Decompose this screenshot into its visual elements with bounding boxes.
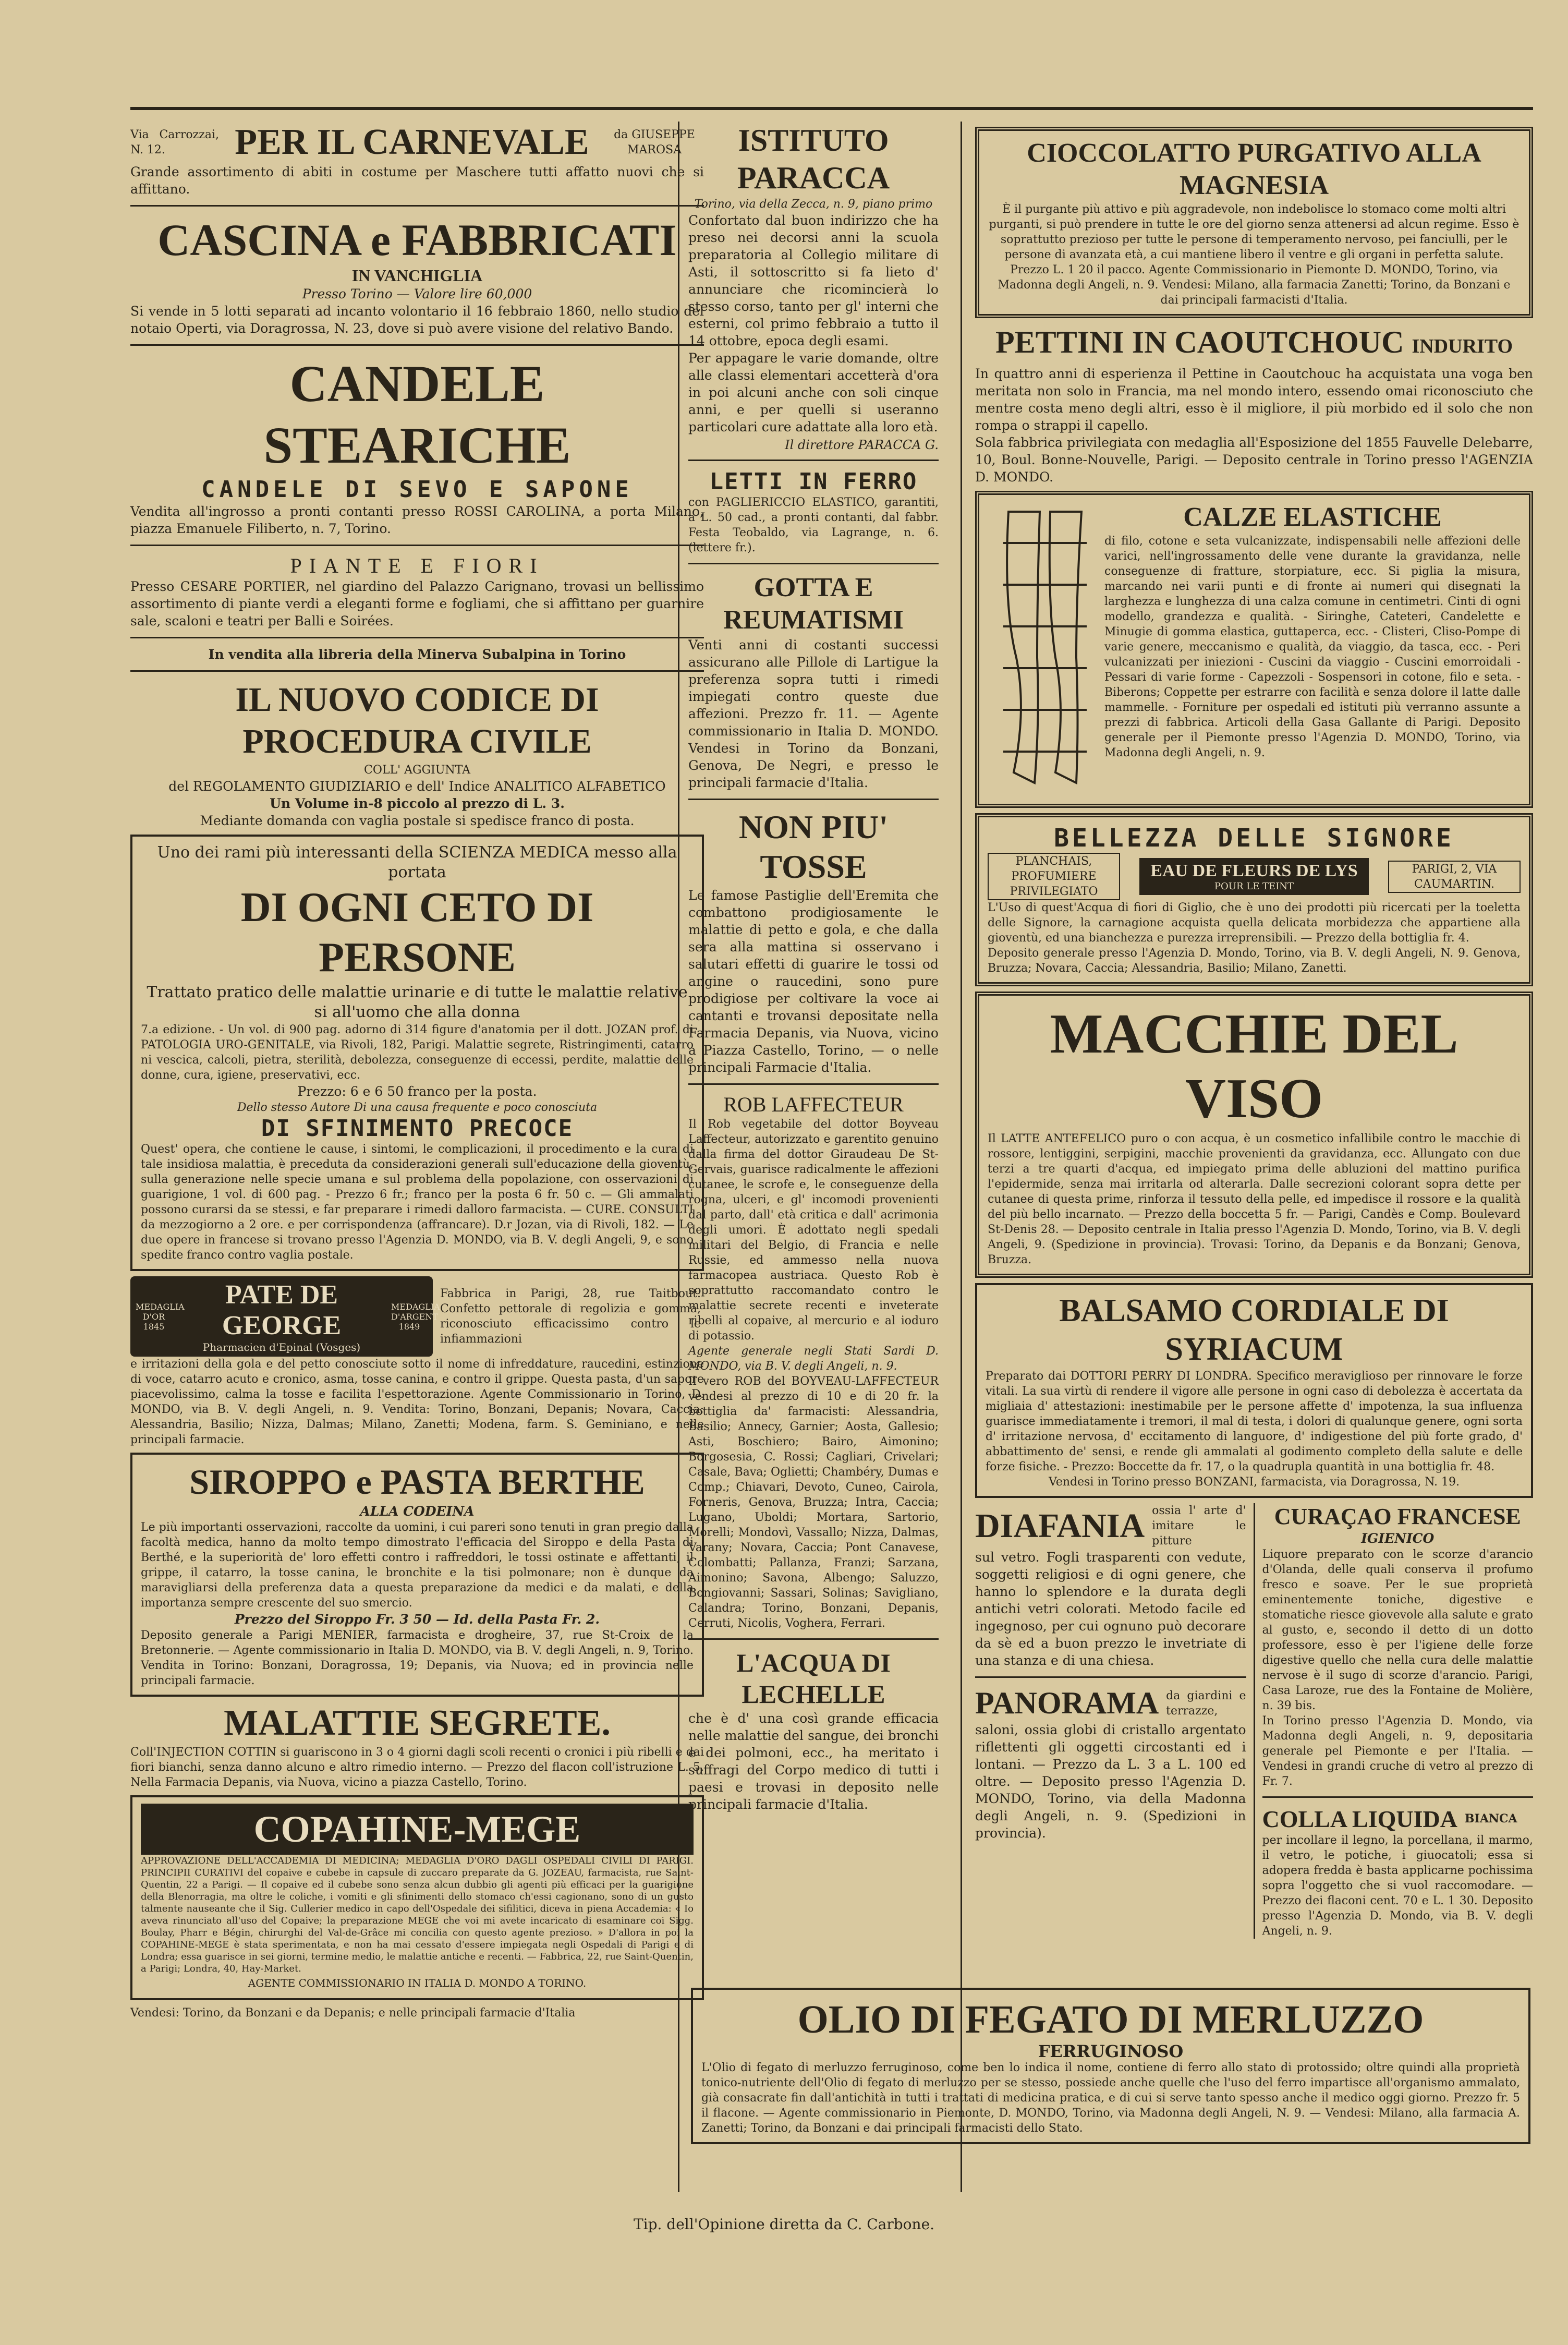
bellezza-title: BELLEZZA DELLE SIGNORE (1054, 824, 1454, 853)
panorama-title: PANORAMA (975, 1686, 1159, 1720)
separator (130, 545, 704, 546)
carnevale-address: Via Carrozzai, N. 12. (130, 128, 219, 156)
codice-body-2: Un Volume in-8 piccolo al prezzo di L. 3. (270, 796, 565, 811)
stocking-legs-icon (988, 501, 1097, 793)
candele-subtitle: CANDELE DI SEVO E SAPONE (201, 476, 633, 503)
pate-address: Fabbrica in Parigi, 28, rue Taitbout. Confetto pettorale di regolizia e gomma, riconosciuto efficacissimo contro le infiammazioni (440, 1287, 701, 1346)
rob-agent: Agente generale negli Stati Sardi D. MONDO, via B. V. degli Angeli, n. 9. (688, 1345, 939, 1373)
candele-title: CANDELE STEARICHE (263, 355, 571, 474)
bellezza-maker: PLANCHAIS, PROFUMIERE PRIVILEGIATO (988, 853, 1120, 900)
curacao-body-2: In Torino presso l'Agenzia D. Mondo, via Madonna degli Angeli, n. 9, depositaria generale pel Piemonte e per l'Italia. — Vendesi in grandi cruche di vetro al prezzo di Fr. 7. (1262, 1714, 1533, 1788)
codice-body-3: Mediante domanda con vaglia postale si spedisce franco di posta. (200, 813, 635, 828)
curacao-title: CURAÇAO FRANCESE (1274, 1504, 1521, 1529)
balsamo-body: Preparato dai DOTTORI PERRY DI LONDRA. Specifico meraviglioso per rinnovare le forze vitali. La sua virtù di rendere il vigore alle persone in ogni caso di debolezza è accertata da migliaia d' attestazioni: inestimabile per le persone affette d' impotenza, la sua influenza guarisce immediatamente i tremori, il mal di testa, i dolori di qualunque genere, ogni sorta d' irritazione nervosa, d' eccitamento di languore, d' indigestione del più forte grado, d' abbattimento de' sensi, e rende gli ammalati al godimento completo della salute e delle forze fisiche. - Prezzo: Boccette da fr. 17, o la quadrupla quantità in una bottiglia fr. 48. (986, 1370, 1523, 1473)
ad-codice (130, 646, 704, 829)
column-3 (975, 122, 1533, 1939)
ad-curacao (1262, 1503, 1534, 1789)
medal-icon: MEDAGLIA D'OR 1845 (136, 1301, 185, 1332)
bellezza-product-sub: POUR LE TEINT (1214, 881, 1294, 892)
ad-letti (688, 468, 939, 555)
ad-malattie-segrete (130, 1702, 704, 1790)
codice-title: IL NUOVO CODICE DI PROCEDURA CIVILE (235, 681, 599, 760)
ad-pate-george (130, 1276, 704, 1447)
tosse-title: NON PIU' TOSSE (738, 808, 889, 885)
cioccolato-title: CIOCCOLATTO PURGATIVO ALLA MAGNESIA (1027, 138, 1481, 200)
column-2 (688, 122, 939, 1813)
ad-macchie (975, 992, 1533, 1278)
malattie-title: MALATTIE SEGRETE. (224, 1703, 611, 1743)
ads-right-subcolumn (1254, 1503, 1534, 1939)
ad-scienza-medica (130, 835, 704, 1271)
scienza-price: Prezzo: 6 e 6 50 franco per la posta. (297, 1084, 537, 1099)
ad-pettini (975, 323, 1533, 486)
separator (130, 637, 704, 638)
malattie-body: Coll'INJECTION COTTIN si guariscono in 3 o 4 giorni dagli scoli recenti o cronici i più ribelli e dai fiori bianchi, senza danno alcuno e altro rimedio interno. — Prezzo del flacon coll'istruzione L. 5. Nella Farmacia Depanis, via Nuova, vicino a piazza Castello, Torino. (130, 1746, 704, 1789)
rob-vendors: Il vero ROB del BOYVEAU-LAFFECTEUR vendesi al prezzo di 10 e di 20 fr. la bottiglia da' farmacisti: Alessandria, Basilio; Annecy, Garnier; Aosta, Gallesio; Asti, Boschiero; Bairo, Aimonino; Borgosesia, C. Rossi; Cagliari, Crivelari; Casale, Bava; Oglietti; Chambéry, Dumas e Comp.; Chiavari, Devoto, Cuneo, Cairola, Forneris, Genova, Bruzza; Intra, Caccia; Lugano, Uboldi; Mortara, Sartorio, Morelli; Mondovì, Vassallo; Nizza, Dalmas, Varany; Novara, Caccia; Pont Canavese, Colombatti; Pallanza, Franzi; Sarzana, Aimonino; Savona, Albengo; Saluzzo, Bongiovanni; Sassari, Solinas; Savigliano, Calandra; Torino, Bonzani, Depanis, Cerruti, Nicolis, Voghera, Ferrari. (688, 1375, 939, 1630)
acqua-body: che è d' una così grande efficacia nelle malattie del sangue, dei bronchi e dei polmoni, ecc., ha meritato i suffragi del Corpo medico di tutti i paesi e trovasi in deposito nelle principali farmacie d'Italia. (688, 1711, 939, 1812)
diafania-subtitle: ossia l' arte d' imitare le pitture (1152, 1504, 1246, 1548)
colla-subtitle: BIANCA (1464, 1812, 1517, 1826)
ad-piante (130, 553, 704, 630)
piante-body: Presso CESARE PORTIER, nel giardino del Palazzo Carignano, trovasi un bellissimo assortimento di piante verdi a eleganti forme e fogliami, che si affittano per guarnire sale, scaloni e teatri per Balli e Soirées. (130, 579, 704, 628)
ad-cascina (130, 214, 704, 337)
istituto-body: Confortato dal buon indirizzo che ha preso nei decorsi anni la scuola preparatoria al Collegio militare di Asti, il sottoscritto si fa lieto d' annunciare che ricomincierà lo stesso corso, tanto per gl' interni che esterni, col primo febbraio a tutto il 14 ottobre, epoca degli esami. (688, 213, 939, 348)
colla-title: COLLA LIQUIDA (1262, 1806, 1457, 1832)
piante-title: PIANTE E FIORI (290, 554, 544, 577)
ad-diafania (975, 1503, 1246, 1669)
siroppo-price: Prezzo del Siroppo Fr. 3 50 — Id. della Pasta Fr. 2. (234, 1612, 600, 1627)
ad-bellezza (975, 813, 1533, 986)
scienza-body: 7.a edizione. - Un vol. di 900 pag. adorno di 314 figure d'anatomia per il dott. JOZAN prof. di PATOLOGIA URO-GENITALE, via Rivoli, 182, Parigi. Malattie segrete, Ristringimenti, catarro ni vescica, calcoli, pietra, sterilità, debolezza, conseguenze di eccessi, perdite, malattie delle donne, cura, igiene, preservativi, ecc. (141, 1023, 694, 1082)
scienza-intro: Uno dei rami più interessanti della SCIENZA MEDICA messo alla portata (157, 843, 677, 881)
ad-panorama (975, 1685, 1246, 1842)
tosse-body: Le famose Pastiglie dell'Eremita che combattono prodigiosamente le malattie di petto e gola, e che dalla sera alla mattina si osservano i salutari effetti di guarire le tossi od angine o raucedini, sono pure prodigiose per coltivare la voce ai cantanti e trovansi depositate nella Farmacia Depanis, via Nuova, vicino a Piazza Castello, Torino, — o nelle principali Farmacie d'Italia. (688, 888, 939, 1075)
scienza-body-2: Quest' opera, che contiene le cause, i sintomi, le complicazioni, il procedimento e la cura di tale insidiosa malattia, è preceduta da considerazioni generali sull'educazione della gioventù, sulla generazione nelle specie umana e sul problema della popolazione, con osservazioni di guarigione, 1 vol. di 600 pag. - Prezzo 6 fr.; franco per la posta 6 fr. 50 c. — Gli ammalati possono curarsi da se stessi, e far preparare i rimedi dalloro farmacista. — CURE. CONSULTI da mezzogiorno a 2 ore. e per corrispondenza (affrancare). D.r Jozan, via di Rivoli, 182. — Le due opere in francese si trovano presso l'Agenzia D. MONDO, via B. V. degli Angeli, 9, e sono spedite franco contro vaglia postale. (141, 1143, 694, 1262)
codice-body-1: del REGOLAMENTO GIUDIZIARIO e dell' Indice ANALITICO ALFABETICO (168, 779, 666, 794)
cascina-body: Si vende in 5 lotti separati ad incanto volontario il 16 febbraio 1860, nello studio del notaio Operti, via Doragrossa, N. 23, dove si può avere visione del relativo Bando. (130, 304, 704, 336)
bellezza-body: L'Uso di quest'Acqua di fiori di Giglio, che è uno dei prodotti più ricercati per la toeletta delle Signore, la carnagione acquista quella delicata morbidezza che appartiene alla gioventù, ed una bianchezza e purezza irreprensibili. — Prezzo della bottiglia fr. 4. (988, 901, 1521, 945)
bellezza-address: PARIGI, 2, VIA CAUMARTIN. (1388, 861, 1521, 893)
copahine-agent: AGENTE COMMISSIONARIO IN ITALIA D. MONDO A TORINO. (248, 1977, 587, 1989)
pettini-title: PETTINI IN CAOUTCHOUC (995, 325, 1404, 359)
diafania-body: sul vetro. Fogli trasparenti con vedute, soggetti religiosi e di ogni genere, che hanno lo splendore e la durata degli antichi vetri colorati. Metodo facile ed ingegnoso, per cui ognuno può decorare da sè ed a buon prezzo le invetriate di una stanza e di una chiesa. (975, 1550, 1246, 1668)
olio-subtitle: FERRUGINOSO (1038, 2041, 1184, 2061)
candele-body: Vendita all'ingrosso a pronti contanti presso ROSSI CAROLINA, a porta Milano, piazza Emanuele Filiberto, n. 7, Torino. (130, 504, 704, 536)
pettini-title-small: INDURITO (1412, 335, 1513, 357)
ad-acqua (688, 1647, 939, 1813)
letti-title: LETTI IN FERRO (709, 468, 918, 495)
macchie-title: MACCHIE DEL VISO (1050, 1003, 1458, 1130)
ad-olio (691, 1988, 1530, 2144)
separator (688, 1638, 939, 1640)
carnevale-owner: da GIUSEPPE MAROSA (614, 128, 695, 156)
separator (130, 670, 704, 672)
pate-body: e irritazioni della gola e del petto conosciute sotto il nome di infreddature, raucedini, estinzione di voce, catarro acuto e cronico, asma, tosse canina, e contro il grippe. Questa pasta, d'un sapore piacevolissimo, calma la tosse e facilita l'espettorazione. Agente Commissionario in Torino, D. MONDO, via B. V. degli Angeli, n. 9. Vendita: Torino, Bonzani, Depanis; Novara, Caccia; Alessandria, Basilio; Nizza, Dalmas; Milano, Zanetti; Modena, farm. S. Geminiano, e nelle principali farmacie. (130, 1358, 704, 1446)
balsamo-body-2: Vendesi in Torino presso BONZANI, farmacista, via Doragrossa, N. 19. (1048, 1476, 1460, 1489)
istituto-title: ISTITUTO PARACCA (737, 123, 890, 195)
column-rule (961, 122, 962, 2192)
diafania-title: DIAFANIA (975, 1506, 1145, 1545)
macchie-body: Il LATTE ANTEFELICO puro o con acqua, è un cosmetico infallibile contro le macchie di rossore, lentiggini, serpigini, macchie provenienti da gravidanza, ecc. Allungato con due terzi a tre quarti d'acqua, ed impiegato prima delle abluzioni del mattino purifica l'epidermide, senza mai irritarla od alterarla. Dalle secrezioni colorant sopra dette per cutanee di questa prime, rinforza il tessuto della pelle, ed impedisce il rossore e la qualità del più bello incarnato. — Prezzo della boccetta 5 fr. — Parigi, Candès e Comp. Boulevard St-Denis 28. — Deposito centrale in Italia presso l'Agenzia D. Mondo, Torino, via B. V. degli Angeli, 9. (Spedizione in provincia). Trovasi: Torino, da Depanis e da Bonzani; Genova, Bruzza. (988, 1132, 1521, 1266)
bellezza-body-2: Deposito generale presso l'Agenzia D. Mondo, Torino, via B. V. degli Angeli, N. 9. Genova, Bruzza; Novara, Caccia; Alessandria, Basilio; Milano, Zanetti. (988, 947, 1521, 975)
ad-rob (688, 1092, 939, 1631)
pettini-body-2: Sola fabbrica privilegiata con medaglia all'Esposizione del 1855 Fauvelle Delebarre, 10, Boul. Bonne-Nouvelle, Parigi. — Deposito centrale in Torino presso l'AGENZIA D. MONDO. (975, 435, 1533, 485)
curacao-subtitle: IGIENICO (1361, 1531, 1435, 1546)
separator (688, 799, 939, 800)
ad-siroppo-berthe (130, 1453, 704, 1697)
codice-subtitle: COLL' AGGIUNTA (363, 764, 470, 777)
medal-icon: MEDAGLIA D'ARGENT 1849 (391, 1301, 440, 1332)
separator (688, 460, 939, 461)
panorama-body: saloni, ossia globi di cristallo argentato riflettenti gli oggetti circostanti ed i lontani. — Prezzo da L. 3 a L. 100 ed oltre. — Deposito presso l'Agenzia D. MONDO, Torino, via della Madonna degli Angeli, n. 9. (Spedizioni in provincia). (975, 1722, 1246, 1841)
acqua-title: L'ACQUA DI LECHELLE (736, 1648, 891, 1709)
istituto-signature: Il direttore PARACCA G. (785, 438, 939, 452)
calze-body: di filo, cotone e seta vulcanizzate, indispensabili nelle affezioni delle varici, nell'ingrossamento delle vene durante la gravidanza, nelle conseguenze di fratture, storpiature, ecc. Si piglia la misura, marcando nei varii punti e di fronte ai numeri qui disegnati la larghezza e lunghezza di una calza comune in centimetri. Cinti di ogni modello, grandezza e qualità. - Siringhe, Cateteri, Candelette e Minugie di gomma elastica, guttaperca, ecc. - Clisteri, Cliso-Pompe di varie genere, meccanismo e qualità, da viaggio, da tasca, ecc. - Peri vulcanizzati per iniezioni - Cuscini da viaggio - Cuscini emorroidali - Pessari di varie forme - Capezzoli - Sospensori in cotone, filo e seta. - Biberons; Coppette per estrarre con facilità e senza dolore il latte dalle mammelle. - Forniture per ospedali ed istituti più verranno assunte a prezzi di fabbrica. Articoli della Gasa Gallante di Parigi. Deposito generale per il Piemonte presso l'Agenzia D. MONDO, Torino, via Madonna degli Angeli, n. 9. (1104, 535, 1521, 759)
cascina-title: CASCINA e FABBRICATI (157, 215, 677, 265)
copahine-body: APPROVAZIONE DELL'ACCADEMIA DI MEDICINA; MEDAGLIA D'ORO DAGLI OSPEDALI CIVILI DI PARIGI. PRINCIPII CURATIVI del copaive e cubebe in capsule di zuccaro preparate da G. JOZEAU, farmacista, rue Saint-Quentin, 22 a Parigi. — Il copaive ed il cubebe sono senza alcun dubbio gli agenti più efficaci per la guarigione della Blenorragia, ma oltre le coliche, i vomiti e gli sfinimenti dello stomaco ch'essi cagionano, sono di un gusto talmente nauseante che il Sig. Cullerier medico in capo dell'Ospedale dei sifilitici, diceva in piena Accademia: « Io aveva rinunciato all'uso del Copaive; la preparazione MEGE che voi mi avete incaricato di esaminare coi Sigg. Boulay, Pharr e Bégin, chirurghi del Val-de-Grâce mi concilia con questo agente prezioso. » D'allora in poi la COPAHINE-MEGE è stata sperimentata, e non ha mai cessato d'essere impiegata negli Ospedali di Parigi e di Londra; essa guarisce in sei giorni, termine medio, le malattie antiche e recenti. — Fabbrica, 22, rue Saint-Quentin, a Parigi; Londra, 40, Hay-Market. (141, 1855, 694, 1974)
ad-calze (975, 491, 1533, 808)
ad-copahine (130, 1795, 704, 2000)
ad-carnevale (130, 122, 704, 198)
separator (688, 1083, 939, 1085)
copahine-title: COPAHINE-MEGE (141, 1804, 694, 1855)
ads-left-subcolumn (975, 1503, 1246, 1842)
separator (975, 1676, 1246, 1678)
gotta-title: GOTTA E REUMATISMI (723, 573, 904, 635)
gotta-body: Venti anni di costanti successi assicurano alle Pillole di Lartigue la preferenza sopra tutti i rimedi impiegati contro queste due affezioni. Prezzo fr. 11. — Agente commissionario in Italia D. MONDO. Vendesi in Torino da Bonzani, Genova, De Negri, e presso le principali farmacie d'Italia. (688, 637, 939, 790)
printer-credit: Tip. dell'Opinione diretta da C. Carbone. (633, 2216, 935, 2233)
copahine-vendors: Vendesi: Torino, da Bonzani e da Depanis; e nelle principali farmacie d'Italia (130, 2006, 576, 2020)
siroppo-body-2: Deposito generale a Parigi MENIER, farmacista e drogheire, 37, rue St-Croix de la Bretonnerie. — Agente commissionario in Italia D. MONDO, via B. V. degli Angeli, n. 9, Torino. Vendita in Torino: Bonzani, Doragrossa, 19; Depanis, via Nuova; ed in provincia nelle principali farmacie. (141, 1629, 694, 1687)
cascina-subtitle: IN VANCHIGLIA (351, 266, 483, 285)
ad-candele (130, 353, 704, 537)
column-1 (130, 122, 704, 2021)
olio-title: OLIO DI FEGATO DI MERLUZZO (797, 1998, 1424, 2041)
bellezza-product: EAU DE FLEURS DE LYS (1150, 861, 1358, 880)
istituto-body-2: Per appagare le varie domande, oltre alle classi elementari accetterà d'ora in poi alcuni anche con soli cinque anni, e per quelli si useranno particolari cure adattate alla loro età. (688, 350, 939, 434)
calze-title: CALZE ELASTICHE (1183, 502, 1442, 532)
separator (130, 344, 704, 346)
separator (130, 205, 704, 207)
ad-istituto (688, 122, 939, 452)
curacao-body: Liquore preparato con le scorze d'arancio d'Olanda, delle quali conserva il profumo fresco e soave. Per le sue proprietà eminentemente toniche, digestive e stomatiche riesce giovevole alla salute e grato al gusto, e, secondo il detto di un dotto professore, esso è per l'igiene delle forze digestive quello che nella cura delle malattie nervose è il sugo di scorze d'arancio. Parigi, Casa Laroze, rue des la Fontaine de Molière, n. 39 bis. (1262, 1548, 1533, 1712)
pate-title: PATE DE GEORGE (222, 1280, 342, 1340)
istituto-address: Torino, via della Zecca, n. 9, piano primo (694, 198, 933, 211)
scienza-author: Dello stesso Autore Di una causa frequente e poco conosciuta (237, 1101, 598, 1114)
siroppo-title: SIROPPO e PASTA BERTHE (189, 1462, 645, 1502)
cioccolato-body: È il purgante più attivo e più aggradevole, non indebolisce lo stomaco come molti altri purganti, si può prendere in tutte le ore del giorno senza attenersi ad alcun regime. Esso è soprattutto prezioso per tutte le persone di temperamento nervoso, pei fanciulli, per le persone di avanzata età, a cui mantiene libero il ventre e gli organi in perfetta salute. Prezzo L. 1 20 il pacco. Agente Commissionario in Piemonte D. MONDO, Torino, via Madonna degli Angeli, n. 9. Vendesi: Milano, alla farmacia Zanetti; Torino, da Bonzani e dai principali farmacisti d'Italia. (989, 203, 1520, 307)
rob-body: Il Rob vegetabile del dottor Boyveau Laffecteur, autorizzato e garentito genuino dalla firma del dottor Giraudeau De St-Gervais, guarisce radicalmente le affezioni cutanee, le scrofe e, le conseguenze della rogna, ulceri, e gl' incomodi provenienti dal parto, dall' età critica e dall' acrimonia degli umori. È adottato negli spedali militari del Belgio, di Francia e nelle Russie, ed ammesso nella nuova farmacopea austriaca. Questo Rob è soprattutto raccomandato contro le malattie secrete recenti e inveterate ribelli al copaive, al mercurio e al ioduro di potassio. (688, 1118, 939, 1343)
pettini-body: In quattro anni di esperienza il Pettine in Caoutchouc ha acquistata una voga ben meritata non solo in Francia, ma nel mondo intero, essendo omai riconosciuto che mentre costa meno degli altri, esso è il migliore, il più morbido ed il solo che non rompa o strappi il capello. (975, 366, 1533, 433)
carnevale-body: Grande assortimento di abiti in costume per Maschere tutti affatto nuovi che si affittano. (130, 164, 704, 197)
ad-balsamo (975, 1283, 1533, 1498)
scienza-title: DI OGNI CETO DI PERSONE (240, 885, 594, 981)
newspaper-page (130, 107, 1533, 2194)
pate-banner (130, 1276, 440, 1357)
panorama-subtitle: da giardini e terrazze, (1166, 1689, 1246, 1718)
pate-subtitle: Pharmacien d'Epinal (Vosges) (202, 1341, 361, 1353)
scienza-title-2: DI SFINIMENTO PRECOCE (261, 1115, 574, 1142)
separator (688, 563, 939, 564)
ad-gotta (688, 572, 939, 791)
ad-cioccolato (975, 127, 1533, 318)
ad-colla (1262, 1805, 1534, 1939)
codice-banner: In vendita alla libreria della Minerva Subalpina in Torino (208, 647, 626, 662)
separator (1262, 1796, 1534, 1798)
letti-body: con PAGLIERICCIO ELASTICO, garantiti, a L. 50 cad., a pronti contanti, dal fabbr. Festa Teobaldo, via Lagrange, n. 6. (lettere fr.). (688, 496, 939, 554)
colla-body: per incollare il legno, la porcellana, il marmo, il vetro, le potiche, i giuocatoli; essa si adopera fredda è basta applicarne pochissima sopra l'oggetto che si vuol raccomodare. — Prezzo dei flaconi cent. 70 e L. 1 30. Deposito presso l'Agenzia D. Mondo, via B. V. degli Angeli, n. 9. (1262, 1834, 1533, 1938)
carnevale-title: PER IL CARNEVALE (235, 122, 589, 162)
cascina-value: Presso Torino — Valore lire 60,000 (302, 286, 532, 301)
olio-body: L'Olio di fegato di merluzzo ferruginoso, come ben lo indica il nome, contiene di ferro allo stato di protossido; oltre quindi alla proprietà tonico-nutriente dell'Olio di fegato di merluzzo per se stesso, possiede anche quelle che l'uso del ferro impartisce all'organismo ammalato, già consacrate fin dall'antichità in tutti i trattati di medicina pratica, e di cui si serve tanto spesso anche il medico oggi giorno. Prezzo fr. 5 il flacone. — Agente commissionario in Piemonte, D. MONDO, Torino, via Madonna degli Angeli, N. 9. — Vendesi: Milano, alla farmacia A. Zanetti; Torino, da Bonzani e dai principali farmacisti dello Stato. (701, 2061, 1520, 2135)
ad-tosse (688, 807, 939, 1076)
siroppo-subtitle: ALLA CODEINA (360, 1504, 475, 1519)
scienza-lead: Trattato pratico delle malattie urinarie e di tutte le malattie relative si all'uomo che alla donna (147, 983, 688, 1021)
rob-title: ROB LAFFECTEUR (723, 1093, 904, 1116)
balsamo-title: BALSAMO CORDIALE DI SYRIACUM (1059, 1293, 1449, 1367)
siroppo-body: Le più importanti osservazioni, raccolte da uomini, i cui pareri sono tenuti in gran pregio dalla facoltà medica, hanno da molto tempo dimostrato l'efficacia del Siroppo e della Pasta di Berthé, e la superiorità de' loro effetti contro i raffreddori, le tossi ostinate e affettanti, il grippe, il catarro, la tosse canina, le bronchite e la tisi polmonare; non è dunque da maravigliarsi della preferenza data a questa preparazione da medici e da malati, e della importanza sempre crescente del suo smercio. (141, 1521, 694, 1610)
